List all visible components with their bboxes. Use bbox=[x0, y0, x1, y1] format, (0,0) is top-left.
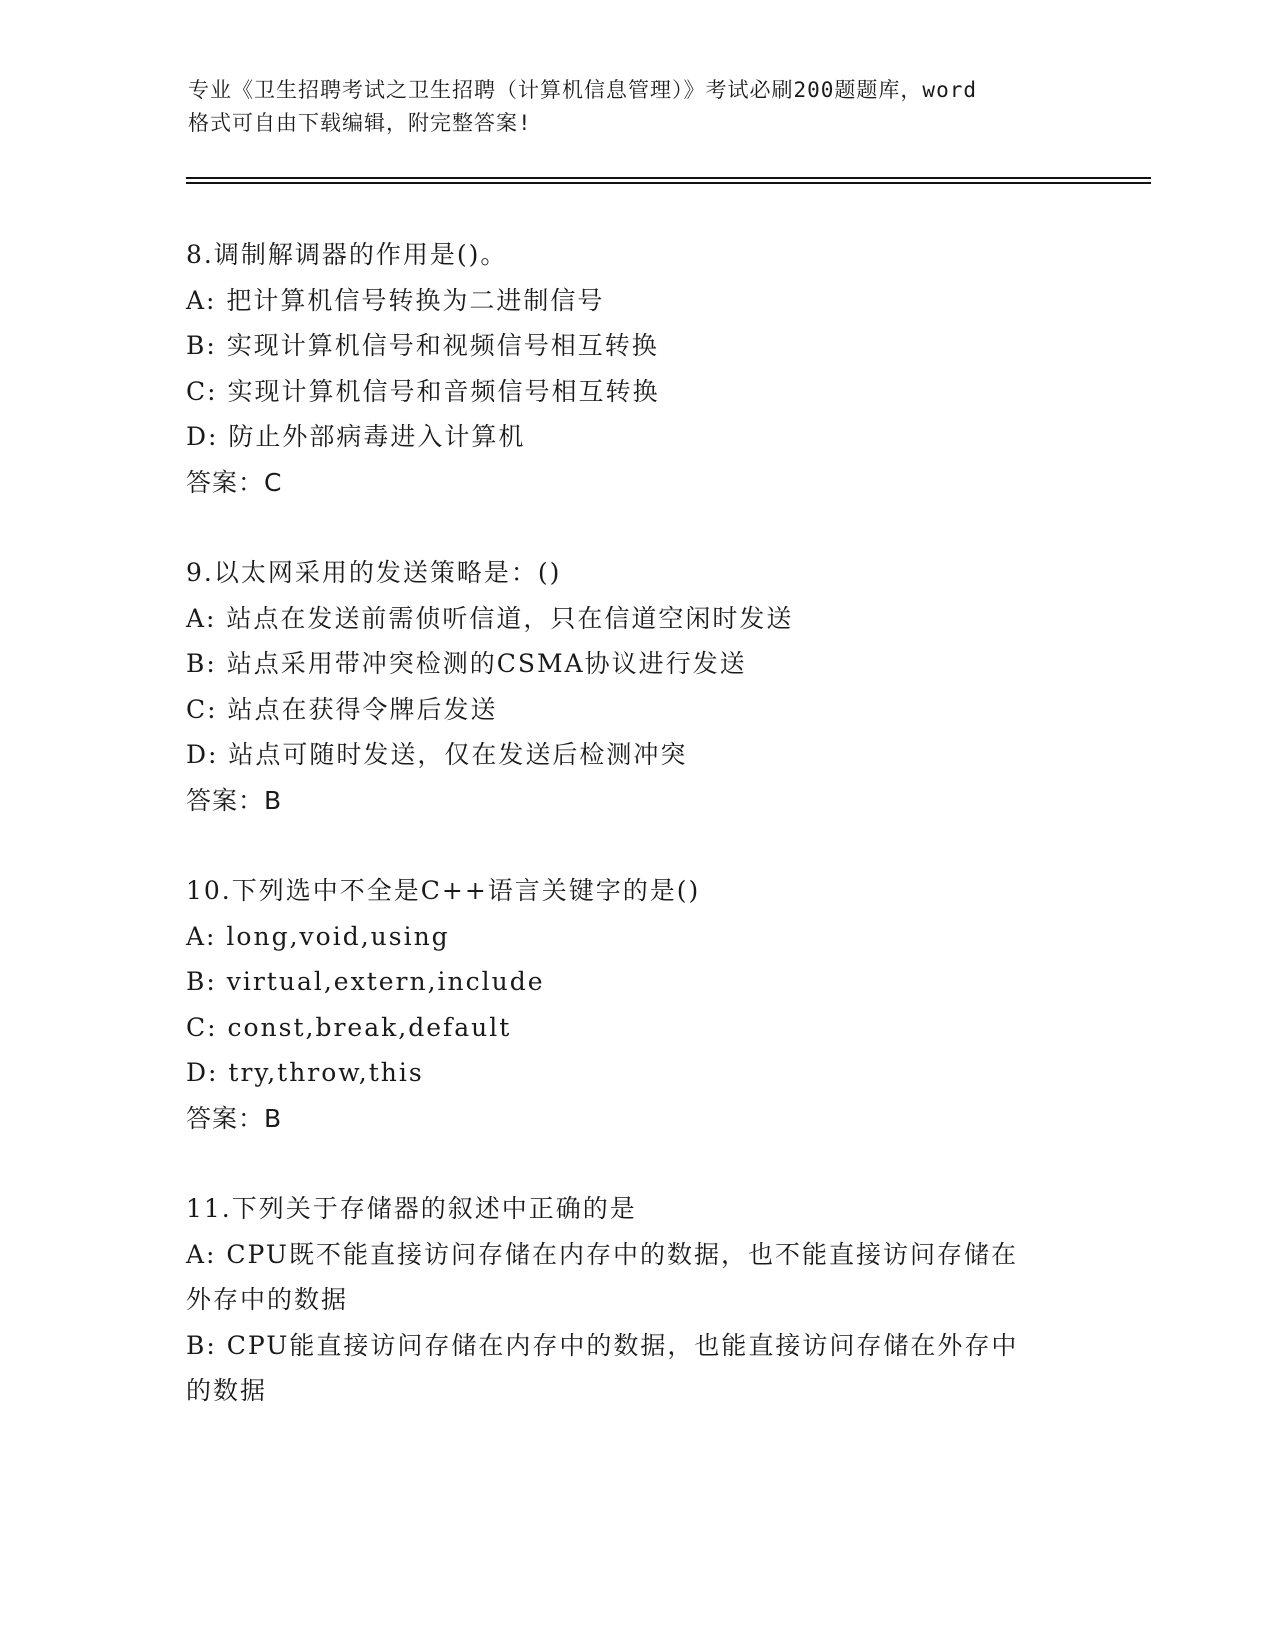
question-stem: 8.调制解调器的作用是()。 bbox=[186, 240, 508, 269]
option-c: C: 实现计算机信号和音频信号相互转换 bbox=[186, 376, 660, 406]
document-header bbox=[188, 74, 1088, 140]
option-d: D: try,throw,this bbox=[186, 1058, 424, 1087]
header-divider-top bbox=[186, 177, 1151, 179]
header-line-2: 格式可自由下载编辑，附完整答案! bbox=[188, 111, 532, 135]
option-a: A: CPU既不能直接访问存储在内存中的数据，也不能直接访问存储在 bbox=[186, 1239, 1019, 1269]
option-c: C: 站点在获得令牌后发送 bbox=[186, 694, 498, 724]
answer: 答案：B bbox=[186, 1103, 283, 1133]
question-11 bbox=[186, 1186, 1106, 1414]
option-b: B: 站点采用带冲突检测的CSMA协议进行发送 bbox=[186, 649, 747, 678]
option-c: C: const,break,default bbox=[186, 1012, 512, 1042]
question-stem: 11.下列关于存储器的叙述中正确的是 bbox=[186, 1194, 637, 1223]
answer: 答案：C bbox=[186, 467, 283, 497]
header-line-1: 专业《卫生招聘考试之卫生招聘（计算机信息管理）》考试必刷200题题库，word bbox=[188, 78, 977, 102]
question-8 bbox=[186, 232, 1106, 505]
header-divider-bottom bbox=[186, 182, 1151, 184]
option-d: D: 防止外部病毒进入计算机 bbox=[186, 422, 526, 451]
option-d: D: 站点可随时发送，仅在发送后检测冲突 bbox=[186, 740, 688, 769]
option-b: B: CPU能直接访问存储在内存中的数据，也能直接访问存储在外存中 bbox=[186, 1330, 1019, 1360]
option-a: A: long,void,using bbox=[186, 921, 450, 951]
option-a: A: 站点在发送前需侦听信道，只在信道空闲时发送 bbox=[186, 603, 794, 633]
question-stem: 10.下列选中不全是C++语言关键字的是() bbox=[186, 876, 701, 905]
question-stem: 9.以太网采用的发送策略是：() bbox=[186, 558, 562, 587]
option-b: B: virtual,extern,include bbox=[186, 967, 545, 996]
option-b-continued: 的数据 bbox=[186, 1376, 268, 1405]
option-a: A: 把计算机信号转换为二进制信号 bbox=[186, 285, 605, 315]
option-a-continued: 外存中的数据 bbox=[186, 1285, 349, 1314]
question-9 bbox=[186, 550, 1106, 823]
question-list bbox=[186, 232, 1106, 1459]
answer: 答案：B bbox=[186, 785, 283, 815]
option-b: B: 实现计算机信号和视频信号相互转换 bbox=[186, 331, 659, 360]
question-10 bbox=[186, 868, 1106, 1141]
